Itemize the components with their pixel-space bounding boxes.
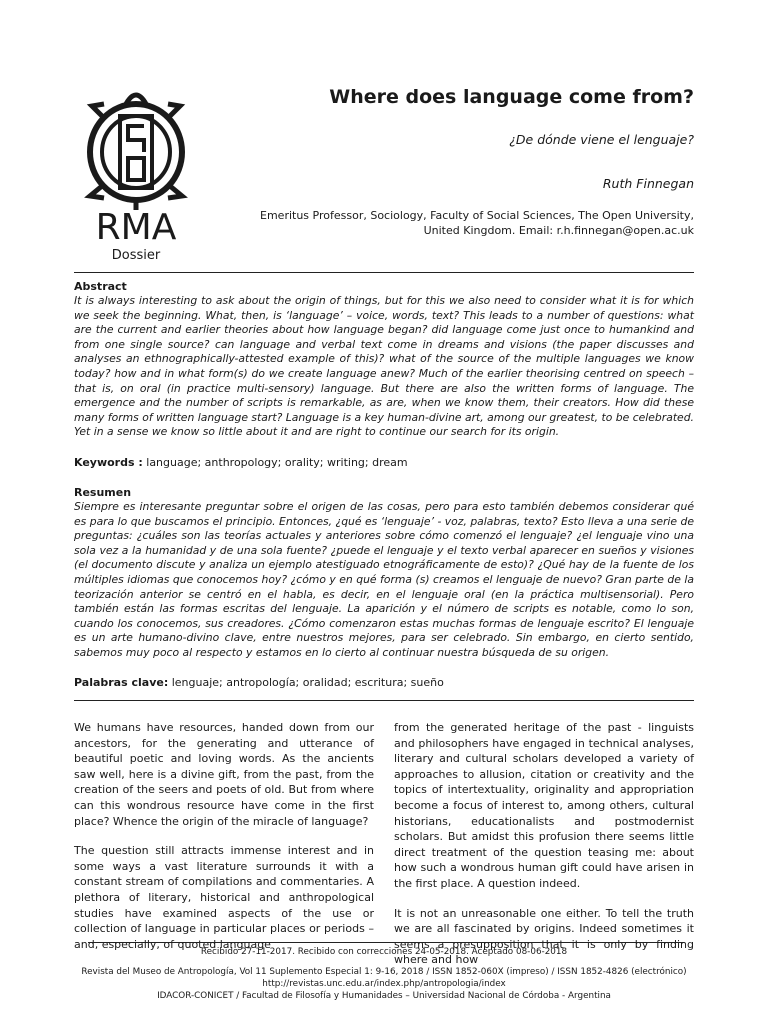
rma-logo-text: RMA [95,207,177,248]
header-divider [74,272,694,273]
body-column-left [74,720,374,966]
resumen-section [74,486,694,661]
affiliation-line: United Kingdom. Email: r.h.finnegan@open.ac.uk [423,224,694,237]
footer-divider [88,942,684,943]
author-name: Ruth Finnegan [602,176,694,191]
author-affiliation [254,208,694,238]
affiliation-line: Emeritus Professor, Sociology, Faculty of Social Sciences, The Open University, [260,209,694,222]
turtle-logo-icon [82,86,190,214]
palabras-label: Palabras clave: [74,676,169,689]
resumen-text: Siempre es interesante preguntar sobre el origen de las cosas, pero para esto también debemos considerar qué es para lo que buscamos el principio. Entonces, ¿qué es ‘lenguaje’ - voz, palabras, texto? Esto lleva a una serie de preguntas: ¿cuáles son las teorías actuales y anteriores sobre cómo comenzó el lenguaje? ¿el lenguaje vino una sola vez a la humanidad y de una sola fuente? ¿puede el lenguaje y el texto verbal aparecer en sueños y visiones (el documento discute y analiza un ejemplo atestiguado etnográficamente de esto)? ¿Qué hay de la fuente de los múltiples idiomas que conocemos hoy? ¿cómo y en qué forma (s) creamos el lenguaje de nuevo? Gran parte de la teorización anterior se centró en el habla, es decir, en el lenguaje oral (en la práctica multisensorial). Pero también están las formas escritas del lenguaje. La aparición y el número de scripts es notable, como lo son, cuando los conocemos, sus creadores. ¿Cómo comenzaron estas muchas formas de lenguaje escrito? El lenguaje es un arte humano-divino clave, entre nuestros mejores, para ser celebrado. Sin embargo, en cierto sentido, sabemos muy poco al respecto y estamos en lo cierto al continuar nuestra búsqueda de su origen. [74,500,694,659]
resumen-heading: Resumen [74,486,132,499]
footer-dates: Recibido 27-11-2017. Recibido con correcciones 24-05-2018. Aceptado 08-06-2018 [200,947,568,957]
article-subtitle: ¿De dónde viene el lenguaje? [509,132,694,147]
keywords-label: Keywords : [74,456,143,469]
palabras-text: lenguaje; antropología; oralidad; escritura; sueño [168,676,444,689]
footer-institution: IDACOR-CONICET / Facultad de Filosofía y Humanidades – Universidad Nacional de Córdoba - Argentina [157,991,611,1001]
footer-journal: Revista del Museo de Antropología, Vol 11 Suplemento Especial 1: 9-16, 2018 / ISSN 1852-060X (impreso) / ISSN 1852-4826 (electrónico) [81,967,687,977]
abstract-text: It is always interesting to ask about the origin of things, but for this we also need to consider what it is for which we seek the beginning. What, then, is ‘language’ – voice, words, text? This leads to a number of questions: what are the current and earlier theories about how language began? did language come just once to humankind and from one single source? can language and verbal text come in dreams and visions (the paper discusses and analyses an ethnographically-attested example of this)? what of the source of the multiple languages we know today? how and in what form(s) do we create language anew? Much of the earlier theorising centred on speech – that is, on oral (in practice multi-sensory) language. But there are also the written forms of language. The emergence and the number of scripts is remarkable, as are, when we know them, their creators. How did these many forms of written language start? Language is a key human-divine art, among our greatest, to be celebrated. Yet in a sense we know so little about it and are right to continue our search for its origin. [74,294,694,439]
body-paragraph: It is not an unreasonable one either. To tell the truth we are all fascinated by origins. Indeed sometimes it seems a presupposition that it is only by finding where and how [394,906,694,967]
keywords-line [74,456,694,469]
keywords-text: language; anthropology; orality; writing; dream [142,456,408,469]
body-paragraph: from the generated heritage of the past - linguists and philosophers have engaged in technical analyses, literary and cultural scholars developed a variety of approaches to allusion, citation or creativity and the topics of intertextuality, originality and appropriation become a focus of interest to, among others, cultural historians, educationalists and postmodernist scholars. But amidst this profusion there seems little direct treatment of the question teasing me: about how such a wondrous human gift could have arisen in the first place. A question indeed. [394,721,694,890]
abstract-heading: Abstract [74,280,127,293]
body-paragraph: We humans have resources, handed down from our ancestors, for the generating and utterance of beautiful poetic and loving words. As the ancients saw well, here is a divine gift, from the past, from the creation of the seers and poets of old. But from where can this wondrous resource have come in the first place? Whence the origin of the miracle of language? [74,721,374,828]
body-paragraph: The question still attracts immense interest and in some ways a vast literature surrounds it with a constant stream of compilations and commentaries. A plethora of literary, historical and anthropological studies have examined aspects of the use or collection of language in particular places or periods – and, especially, of quoted language [74,844,374,951]
footer-url[interactable]: http://revistas.unc.edu.ar/index.php/antropologia/index [262,979,506,989]
journal-logo [82,86,190,266]
abstract-section [74,280,694,440]
article-title: Where does language come from? [329,86,694,108]
section-label: Dossier [111,248,161,263]
abstract-divider [74,700,694,701]
palabras-clave-line [74,676,694,689]
